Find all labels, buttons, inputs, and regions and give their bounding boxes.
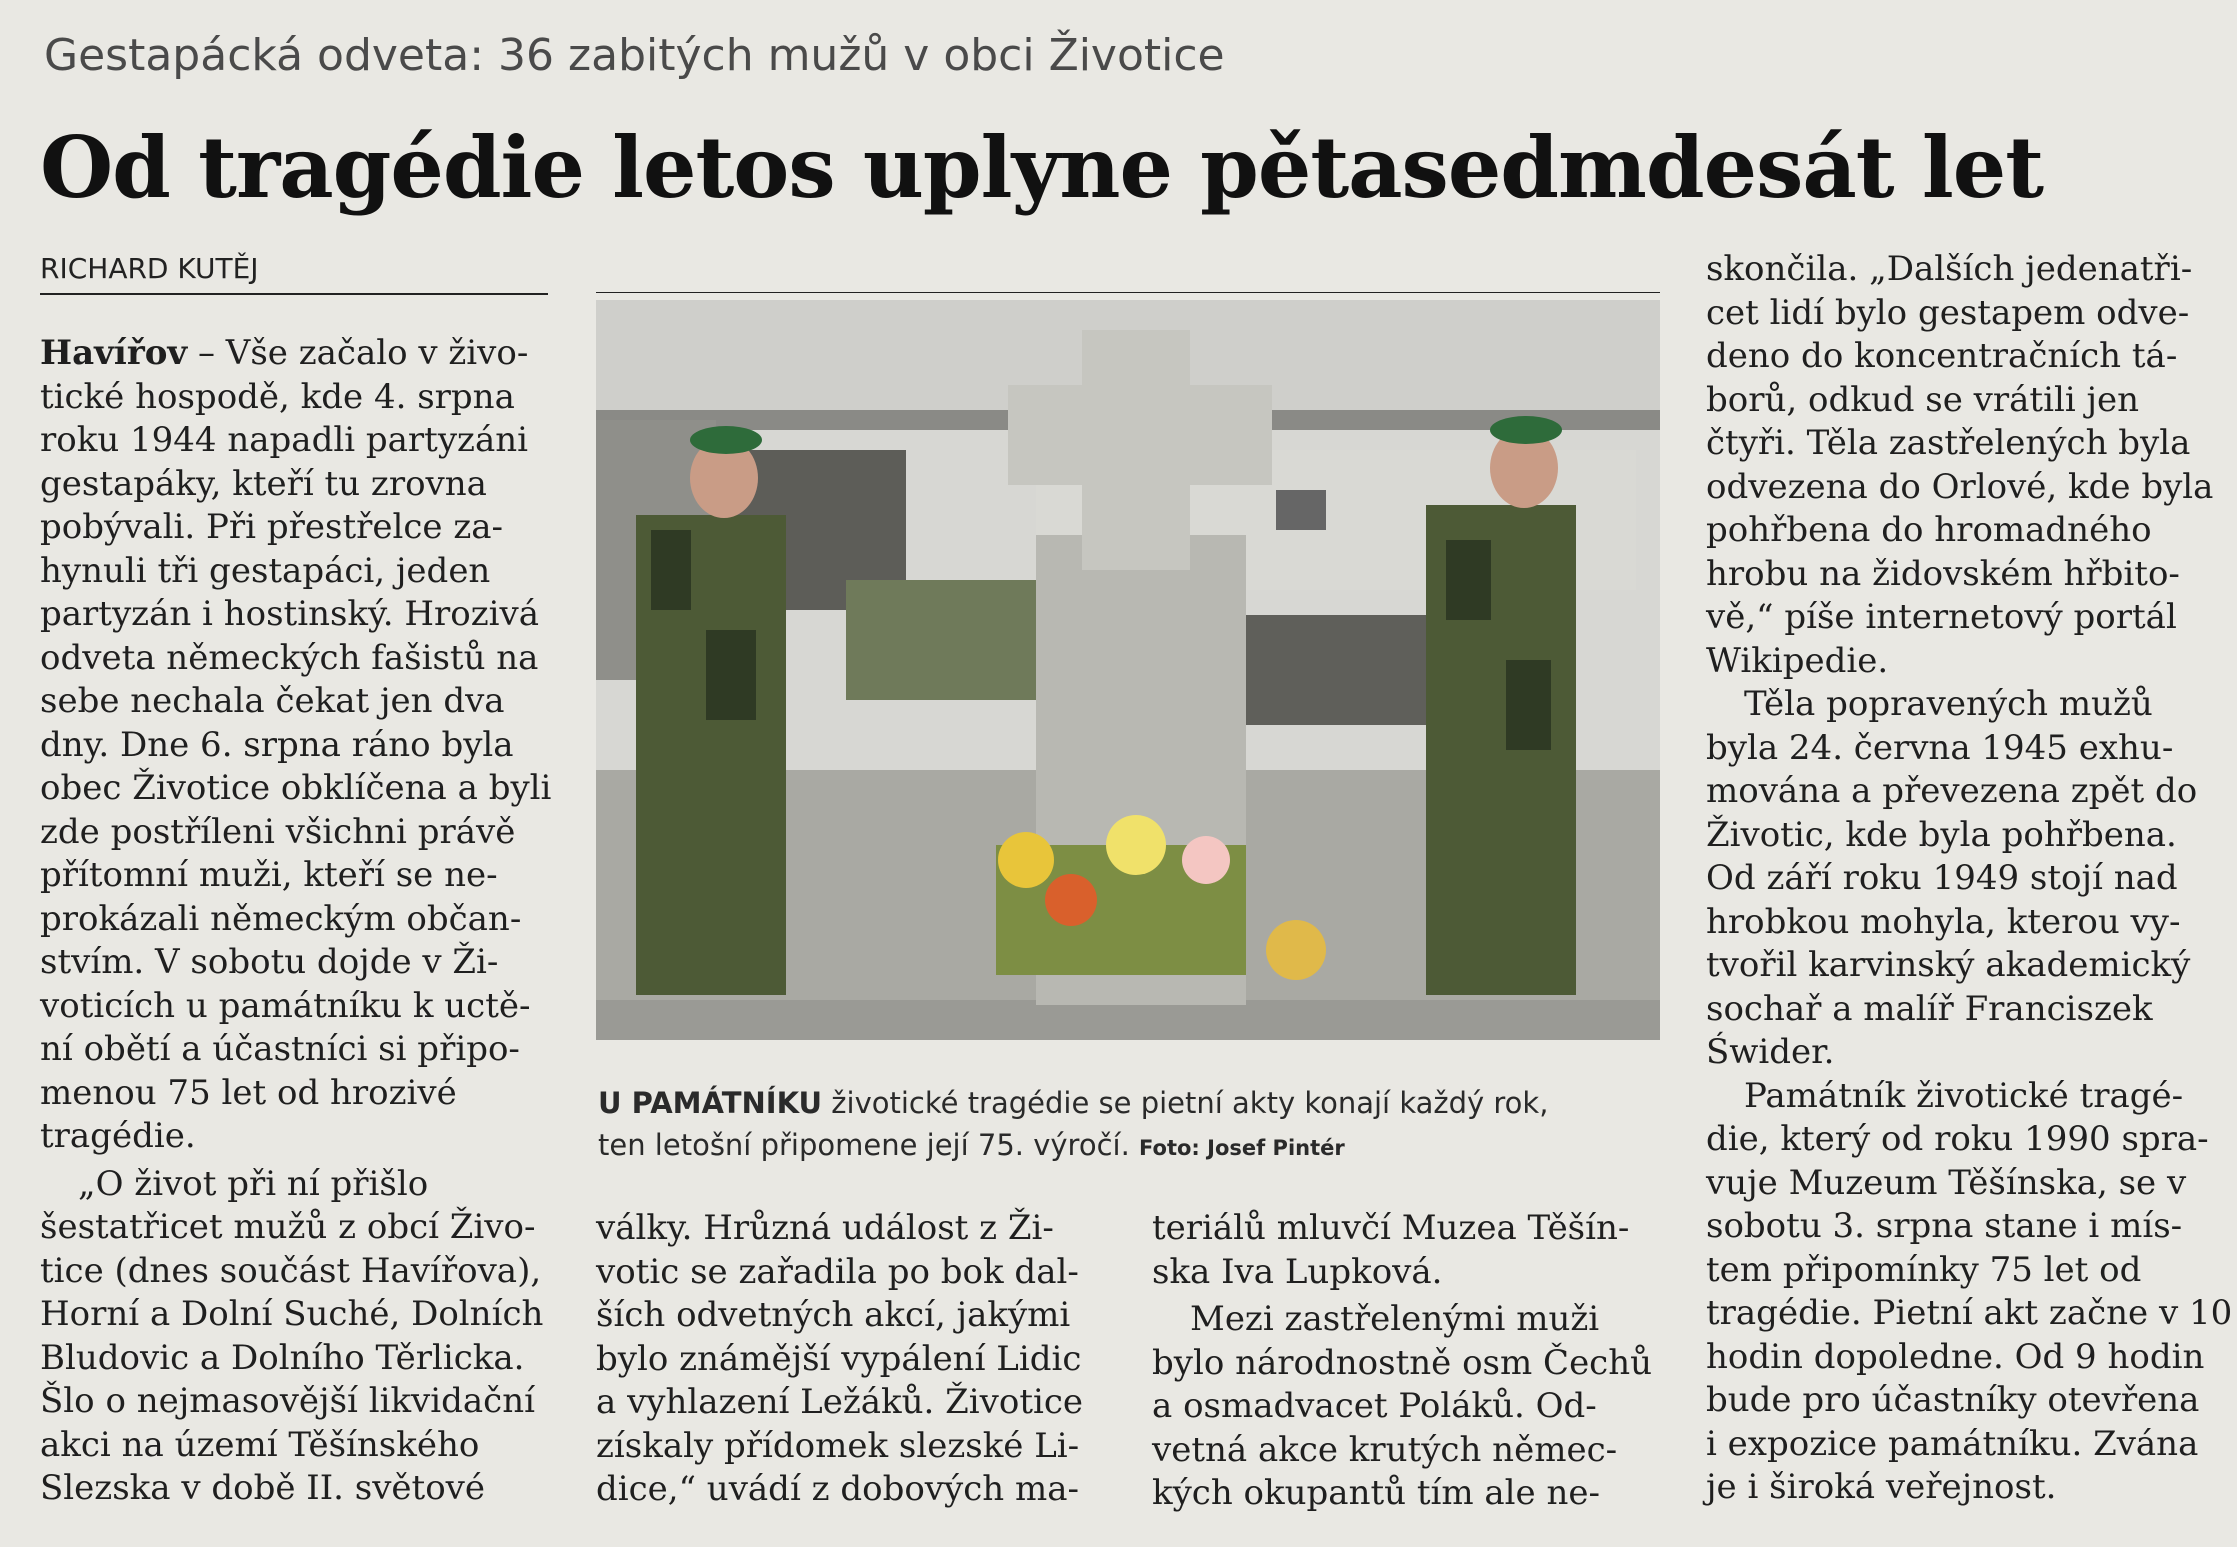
text-line: Świder. — [1706, 1032, 1835, 1072]
article-kicker: Gestapácká odveta: 36 zabitých mužů v obci Životice — [44, 30, 1225, 81]
text-line: akci na území Těšínského — [40, 1424, 480, 1465]
text-line: přítomní muži, kteří se ne- — [40, 855, 498, 895]
text-line: cet lidí bylo gestapem odve- — [1706, 292, 2190, 333]
text-line: dny. Dne 6. srpna ráno byla — [40, 724, 514, 765]
col1-paragraph-2 — [40, 1163, 551, 1511]
col1-paragraph-1 — [40, 332, 551, 1159]
text-line: vetná akce krutých němec- — [1152, 1429, 1618, 1470]
column-2 — [596, 1207, 1083, 1512]
text-line: bylo národnostně osm Čechů — [1152, 1342, 1653, 1383]
text-line: kých okupantů tím ale ne- — [1152, 1473, 1600, 1513]
text-line: vě,“ píše internetový portál — [1706, 597, 2177, 637]
text-line: tragédie. Pietní akt začne v 10 — [1706, 1293, 2233, 1333]
text-line: zde postříleni všichni právě — [40, 811, 516, 852]
col4-paragraph-3 — [1706, 1075, 2232, 1510]
text-line: skončila. „Dalších jedenatři- — [1706, 249, 2193, 289]
text-line: Památník životické tragé- — [1744, 1075, 2184, 1116]
text-line: a vyhlazení Ležáků. Životice — [596, 1382, 1084, 1422]
column-3 — [1152, 1207, 1652, 1516]
text-line: ších odvetných akcí, jakými — [596, 1295, 1071, 1335]
text-line: tvořil karvinský akademický — [1706, 945, 2191, 985]
text-line: získaly přídomek slezské Li- — [596, 1425, 1080, 1466]
text-line: mována a převezena zpět do — [1706, 771, 2198, 811]
column-4 — [1706, 248, 2232, 1510]
text-line: byla 24. června 1945 exhu- — [1706, 727, 2174, 768]
text-line: roku 1944 napadli partyzáni — [40, 420, 529, 460]
text-line: prokázali německým občan- — [40, 898, 522, 939]
text-line: votic se zařadila po bok dal- — [596, 1251, 1079, 1292]
text-line: partyzán i hostinský. Hrozivá — [40, 594, 539, 634]
text-line: vuje Muzeum Těšínska, se v — [1706, 1162, 2187, 1203]
article-byline: RICHARD KUTĚJ — [40, 252, 259, 285]
text-line: hynuli tři gestapáci, jeden — [40, 550, 491, 591]
text-line: Od září roku 1949 stojí nad — [1706, 858, 2178, 898]
text-line: deno do koncentračních tá- — [1706, 336, 2178, 376]
text-line: die, který od roku 1990 spra- — [1706, 1119, 2209, 1159]
text-line: Šlo o nejmasovější likvidační — [40, 1381, 535, 1421]
caption-text-1: životické tragédie se pietní akty konají každý rok, — [822, 1086, 1549, 1120]
col3-paragraph-2 — [1152, 1298, 1652, 1516]
text-line: bude pro účastníky otevřena — [1706, 1380, 2200, 1420]
text-line: borů, odkud se vrátili jen — [1706, 379, 2140, 420]
text-line: pohřbena do hromadného — [1706, 510, 2152, 550]
text-line: stvím. V sobotu dojde v Ži- — [40, 942, 499, 982]
text-line: hodin dopoledne. Od 9 hodin — [1706, 1336, 2205, 1377]
text-line: Bludovic a Dolního Těrlicka. — [40, 1337, 525, 1378]
text-line: tické hospodě, kde 4. srpna — [40, 376, 515, 417]
text-line: Wikipedie. — [1706, 640, 1889, 681]
article-headline: Od tragédie letos uplyne pětasedmdesát let — [40, 118, 2043, 217]
text-line: války. Hrůzná událost z Ži- — [596, 1208, 1054, 1248]
col4-paragraph-1 — [1706, 248, 2232, 683]
dateline: Havířov — [40, 333, 188, 373]
text-line: hrobkou mohyla, kterou vy- — [1706, 901, 2181, 942]
text-line: Mezi zastřelenými muži — [1190, 1299, 1600, 1339]
text-line: sebe nechala čekat jen dva — [40, 681, 505, 721]
text-line: šestatřicet mužů z obcí Živo- — [40, 1207, 536, 1247]
text-line: ska Iva Lupková. — [1152, 1251, 1443, 1292]
text-line: hrobu na židovském hřbito- — [1706, 553, 2180, 594]
text-line: – Vše začalo v živo- — [187, 333, 529, 373]
text-line: sochař a malíř Franciszek — [1706, 988, 2153, 1029]
column-1 — [40, 332, 551, 1511]
photo-top-rule — [596, 292, 1660, 293]
spectators-left — [846, 580, 1046, 700]
text-line: Slezska v době II. světové — [40, 1468, 485, 1508]
text-line: menou 75 let od hrozivé — [40, 1072, 457, 1113]
text-line: tem připomínky 75 let od — [1706, 1249, 2142, 1290]
col3-paragraph-1 — [1152, 1207, 1652, 1294]
memorial-photo — [596, 300, 1660, 1040]
text-line: tragédie. — [40, 1116, 196, 1156]
text-line: ní obětí a účastníci si připo- — [40, 1029, 520, 1069]
text-line: obec Životice obklíčena a byli — [40, 768, 552, 808]
text-line: pobývali. Při přestřelce za- — [40, 507, 504, 547]
text-line: sobotu 3. srpna stane i mís- — [1706, 1206, 2183, 1246]
photo-credit: Foto: Josef Pintér — [1139, 1136, 1345, 1160]
text-line: dice,“ uvádí z dobových ma- — [596, 1469, 1079, 1509]
photo-caption — [598, 1082, 1668, 1169]
text-line: je i široká veřejnost. — [1706, 1467, 2057, 1507]
text-line: „O život při ní přišlo — [78, 1163, 429, 1204]
col4-paragraph-2 — [1706, 683, 2232, 1075]
text-line: teriálů mluvčí Muzea Těšín- — [1152, 1208, 1630, 1248]
text-line: odvezena do Orlové, kde byla — [1706, 466, 2214, 507]
text-line: a osmadvacet Poláků. Od- — [1152, 1386, 1597, 1426]
text-line: Těla popravených mužů — [1744, 684, 2153, 724]
col2-paragraph-1 — [596, 1207, 1083, 1512]
text-line: i expozice památníku. Zvána — [1706, 1423, 2199, 1464]
caption-text-2: ten letošní připomene její 75. výročí. — [598, 1128, 1130, 1162]
byline-rule — [40, 293, 548, 295]
text-line: bylo známější vypálení Lidic — [596, 1338, 1082, 1379]
text-line: tice (dnes součást Havířova), — [40, 1250, 542, 1291]
text-line: odveta německých fašistů na — [40, 637, 539, 678]
text-line: voticích u památníku k uctě- — [40, 985, 531, 1026]
text-line: Horní a Dolní Suché, Dolních — [40, 1294, 544, 1334]
text-line: gestapáky, kteří tu zrovna — [40, 463, 487, 504]
text-line: čtyři. Těla zastřelených byla — [1706, 423, 2191, 463]
text-line: Životic, kde byla pohřbena. — [1706, 814, 2177, 855]
caption-lead: U PAMÁTNÍKU — [598, 1086, 823, 1120]
